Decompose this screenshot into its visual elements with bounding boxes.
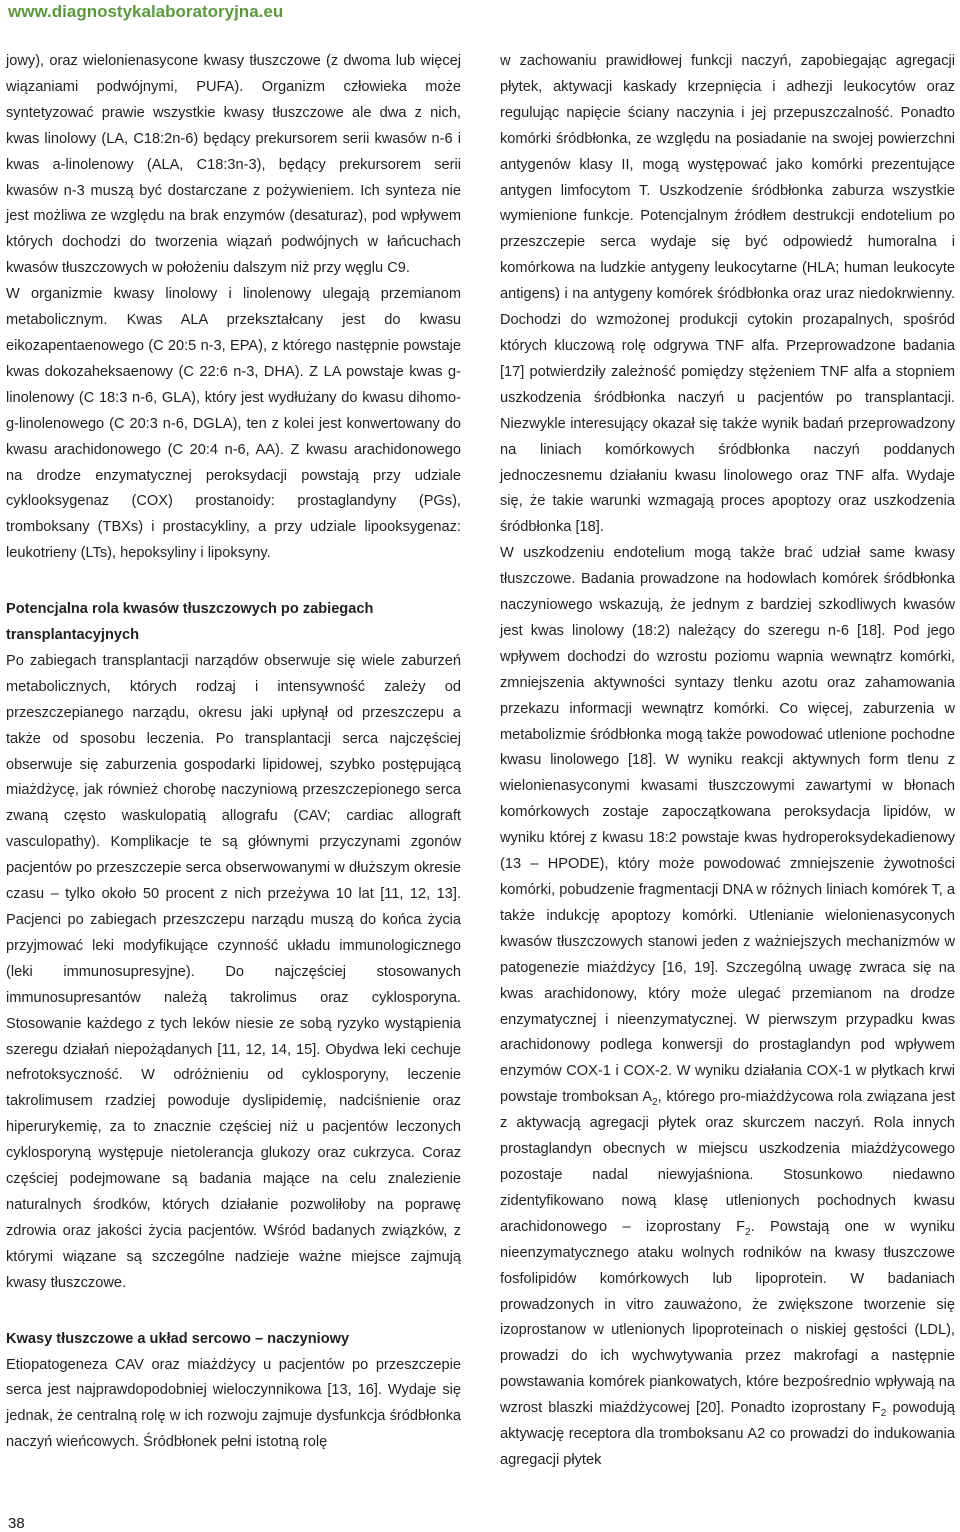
left-column bbox=[6, 49, 461, 1456]
right-column bbox=[500, 49, 955, 1474]
subscript: 2 bbox=[745, 1226, 751, 1238]
paragraph: jowy), oraz wielonienasycone kwasy tłuszczowe (z dwoma lub więcej wiązaniami podwójnymi, PUFA). Organizm człowieka może syntetyzować prawie wszystkie kwasy tłuszczowe ale dwa z nich, kwas linolowy (LA, C18:2n-6) będący prekursorem serii kwasów n-6 i kwas a-linolenowy (ALA, C18:3n-3), będący prekursorem serii kwasów n-3 muszą być dostarczane z pożywieniem. Ich synteza nie jest możliwa ze względu na brak enzymów (desaturaz), pod wpływem których dochodzi do tworzenia wiązań podwójnych w łańcuchach kwasów tłuszczowych w położeniu dalszym niż przy węglu C9. bbox=[6, 53, 461, 277]
paragraph: w zachowaniu prawidłowej funkcji naczyń, zapobiegając agregacji płytek, aktywacji kaskady krzepnięcia i adhezji leukocytów oraz regulując napięcie ściany naczynia i jej przepuszczalność. Ponadto komórki śródbłonka, ze względu na posiadanie na swojej powierzchni antygenów klasy II, mogą występować jako komórki prezentujące antygen limfocytom T. Uszkodzenie śródbłonka zaburza wszystkie wymienione funkcje. Potencjalnym źródłem destrukcji endotelium po przeszczepie serca wydaje się być odpowiedź humoralna i komórkowa na ludzkie antygeny leukocytarne (HLA; human leukocyte antigens) i na antygeny komórek śródbłonka oraz uraz niedokrwienny. Dochodzi do wzmożonej produkcji cytokin prozapalnych, spośród których kluczową rolę odgrywa TNF alfa. Przeprowadzone badania [17] potwierdziły zależność pomiędzy stężeniem TNF alfa a stopniem uszkodzenia śródbłonka naczyń u pacjentów po transplantacji. Niezwykle interesujący okazał się także wynik badań przeprowadzony na liniach komórkowych śródbłonka naczyń poddanych jednoczesnemu działaniu kwasu linolowego oraz TNF alfa. Wydaje się, że takie warunki wzmagają proces apoptozy oraz uszkodzenia śródbłonka [18]. bbox=[500, 53, 955, 536]
spacer bbox=[6, 567, 461, 597]
section-heading: Kwasy tłuszczowe a układ sercowo – naczyniowy bbox=[6, 1330, 350, 1347]
text-run: W uszkodzeniu endotelium mogą także brać udział same kwasy tłuszczowe. Badania prowadzone na hodowlach komórek śródbłonka naczyniowego wskazują, że jednym z bardziej szkodliwych kwasów jest kwas linolowy (18:2) należący do szeregu n-6 [18]. Pod jego wpływem dochodzi do wzrostu poziomu wapnia wewnątrz komórki, zmniejszenia aktywności syntazy tlenku azotu oraz zahamowania przekazu informacji wewnątrz komórki. Co więcej, zaburzenia w metabolizmie śródbłonka mogą także powodować utlenione pochodne kwasu linolowego [18]. W wyniku reakcji aktywnych form tlenu z wielonienasyconymi kwasami tłuszczowymi zawartymi w błonach komórkowych zostaje zapoczątkowana peroksydacja lipidów, w wyniku której z kwasu 18:2 powstaje kwas hydroperoksydekadienowy (13 – HPODE), który może powodować zmniejszenie żywotności komórki, pobudzenie fragmentacji DNA w różnych liniach komórek T, a także indukcję apoptozy komórki. Utlenianie wielonienasyconych kwasów tłuszczowych stanowi jeden z ważniejszych mechanizmów w patogenezie miażdżycy [16, 19]. Szczególną uwagę zwraca się na kwas arachidonowy, który może ulegać przemianom na drodze enzymatycznej i nieenzymatycznej. W pierwszym przypadku kwas arachidonowy podlega konwersji do prostaglandyn pod wpływem enzymów COX-1 i COX-2. W wyniku działania COX-1 w płytkach krwi powstaje tromboksan A bbox=[500, 545, 955, 1106]
journal-url[interactable]: www.diagnostykalaboratoryjna.eu bbox=[8, 2, 284, 21]
paragraph: W organizmie kwasy linolowy i linolenowy ulegają przemianom metabolicznym. Kwas ALA przekształcany jest do kwasu eikozapentaenowego (C 20:5 n-3, EPA), z którego następnie powstaje kwas dokozaheksaenowy (C 22:6 n-3, DHA). Z LA powstaje kwas g-linolenowy (C 18:3 n-6, GLA), który jest wydłużany do kwasu dihomo-g-linolenowego (C 20:3 n-6, DGLA), ten z kolei jest konwertowany do kwasu arachidonowego (C 20:4 n-6, AA). Z kwasu arachidonowego na drodze enzymatycznej peroksydacji powstają przy udziale cyklooksygenaz (COX) prostanoidy: prostaglandyny (PGs), tromboksany (TBXs) i prostacykliny, a przy udziale lipooksygenaz: leukotrieny (LTs), hepoksyliny i lipoksyny. bbox=[6, 286, 461, 562]
text-run: , którego pro-miażdżycowa rola związana jest z aktywacją agregacji płytek oraz skurczem naczyń. Rola innych prostaglandyn obecnych w miejscu uszkodzenia miażdżycowego pozostaje nadal niewyjaśniona. Stosunkowo niedawno zidentyfikowano nową klasę utlenionych pochodnych kwasu arachidonowego – izoprostany F bbox=[500, 1089, 955, 1235]
paragraph: Po zabiegach transplantacji narządów obserwuje się wiele zaburzeń metabolicznych, których rodzaj i intensywność zależy od przeszczepianego narządu, okresu jaki upłynął od przeszczepu a także od sposobu leczenia. Po transplantacji serca najczęściej obserwuje się zaburzenia gospodarki lipidowej, szybko postępującą miażdżycę, jak również chorobę naczyniową przeszczepionego serca zwaną często waskulopatią allografu (CAV; cardiac allograft vasculopathy). Komplikacje te są głównymi przyczynami zgonów pacjentów po przeszczepie serca obserwowanymi w dłuższym okresie czasu – tylko około 50 procent z nich przeżywa 10 lat [11, 12, 13]. Pacjenci po zabiegach przeszczepu narządu muszą do końca życia przyjmować leki modyfikujące czynność układu immunologicznego (leki immunosupresyjne). Do najczęściej stosowanych immunosupresantów należą takrolimus oraz cyklosporyna. Stosowanie każdego z tych leków niesie ze sobą ryzyko wystąpienia szeregu działań niepożądanych [11, 12, 14, 15]. Obydwa leki cechuje nefrotoksyczność. W odróżnieniu od cyklosporyny, leczenie takrolimusem rzadziej powoduje dyslipidemię, nadciśnienie oraz hiperurykemię, za to znacznie częściej niż u pacjentów leczonych cyklosporyną występuje nietolerancja glukozy oraz cukrzyca. Coraz częściej podejmowane są badania mające na celu znalezienie naturalnych środków, których działanie pozwoliłoby na poprawę zdrowia oraz jakości życia pacjentów. Wśród badanych związków, z którymi wiązane są szczególne nadzieje ważne miejsce zajmują kwasy tłuszczowe. bbox=[6, 652, 461, 1291]
text-run: powodują aktywację receptora dla tromboksanu A2 co prowadzi do indukowania agregacji płytek bbox=[500, 1400, 955, 1468]
paragraph bbox=[500, 541, 955, 1474]
page-number: 38 bbox=[8, 1515, 25, 1532]
paragraph: Etiopatogeneza CAV oraz miażdżycy u pacjentów po przeszczepie serca jest najprawdopodobniej wieloczynnikowa [13, 16]. Wydaje się jednak, że centralną rolę w ich rozwoju zajmuje dysfunkcja śródbłonka naczyń wieńcowych. Śródbłonek pełni istotną rolę bbox=[6, 1356, 461, 1451]
spacer bbox=[6, 1297, 461, 1327]
subscript: 2 bbox=[652, 1097, 658, 1109]
text-run: . Powstają one w wyniku nieenzymatycznego ataku wolnych rodników na kwasy tłuszczowe fosfolipidów komórkowych lub lipoprotein. W badaniach prowadzonych in vitro zauważono, że zwiększone tworzenie się izoprostanow w utlenionych lipoproteinach o niskiej gęstości (LDL), prowadzi do ich wychwytywania przez makrofagi a następnie powstawania komórek piankowatych, które bezpośrednio wpływają na wzrost blaszki miażdżycowej [20]. Ponadto izoprostany F bbox=[500, 1218, 955, 1417]
section-heading: Potencjalna rola kwasów tłuszczowych po zabiegach transplantacyjnych bbox=[6, 601, 374, 644]
subscript: 2 bbox=[880, 1408, 887, 1420]
